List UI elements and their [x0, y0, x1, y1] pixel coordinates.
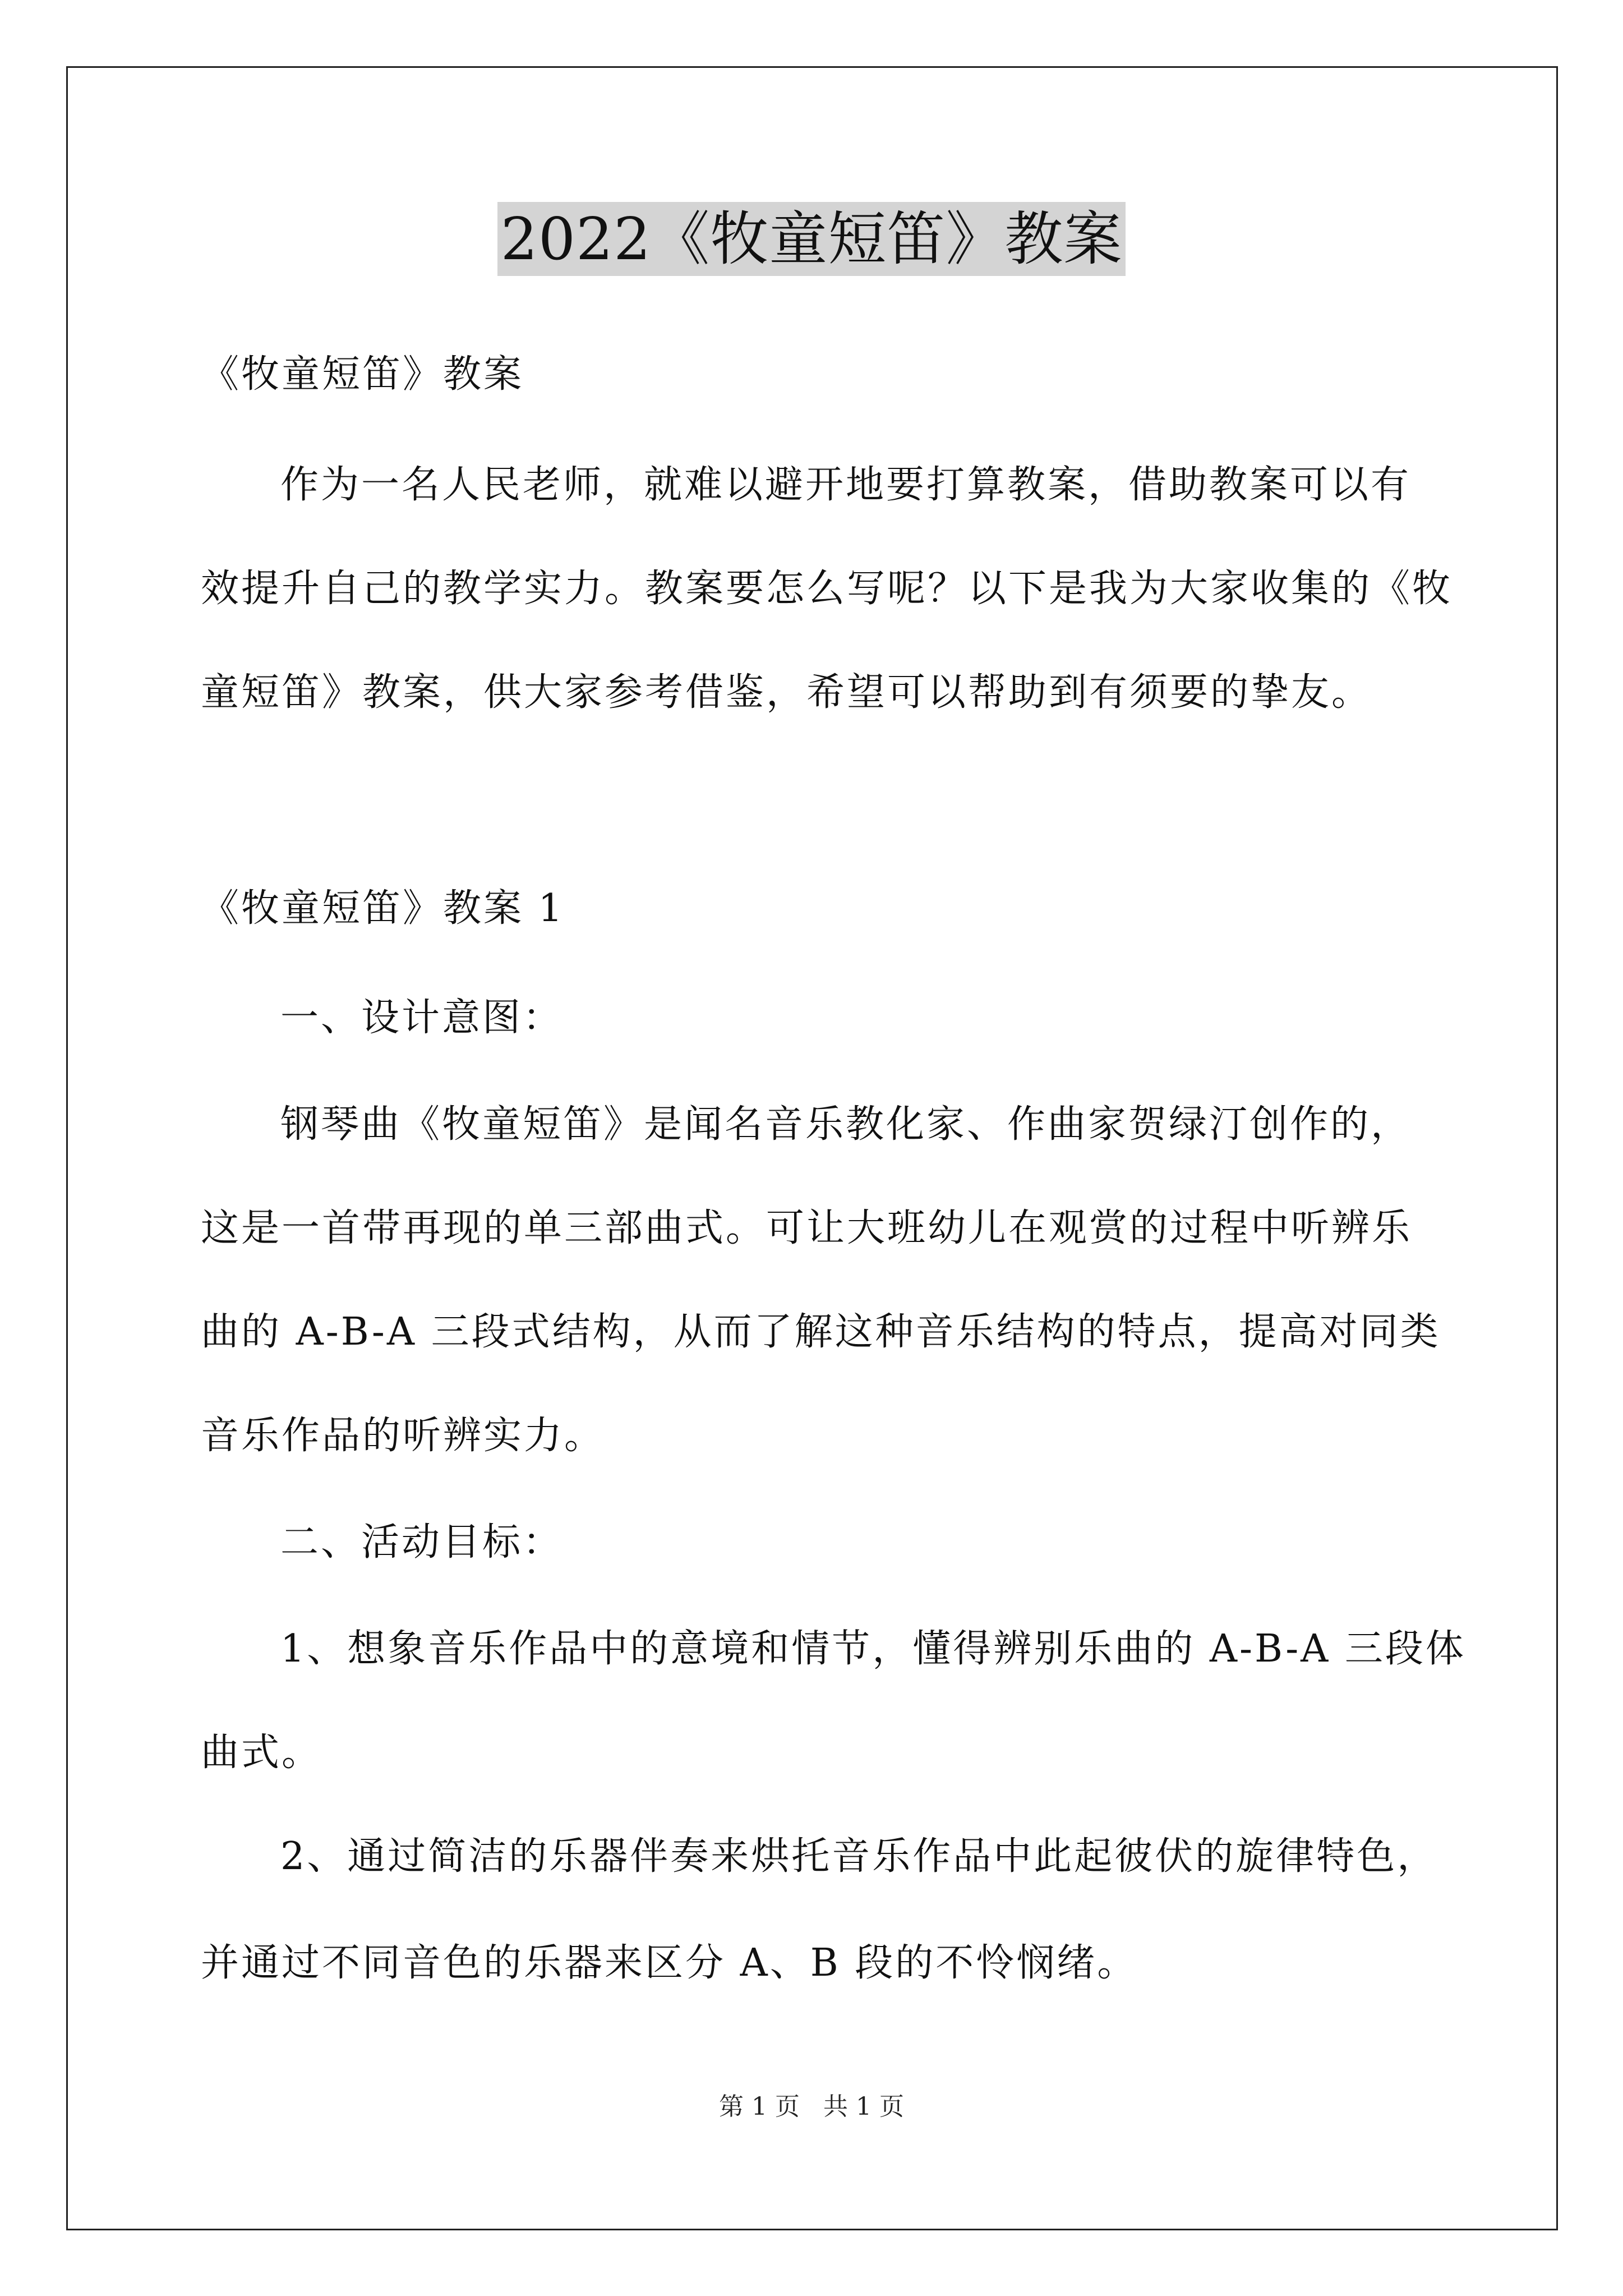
paragraph-line: 这是一首带再现的单三部曲式。可让大班幼儿在观赏的过程中听辨乐 [201, 1206, 1413, 1250]
subsection-heading: 一、设计意图： [280, 996, 564, 1040]
paragraph-line: 曲的 A-B-A 三段式结构，从而了解这种音乐结构的特点，提高对同类 [201, 1310, 1441, 1354]
page-footer [0, 2091, 1623, 2123]
page-number: 第 1 页 [719, 2092, 800, 2121]
title-container [0, 202, 1623, 276]
subsection-heading: 二、活动目标： [280, 1520, 564, 1565]
paragraph-line: 并通过不同音色的乐器来区分 A、B 段的不怜悯绪。 [201, 1941, 1138, 1985]
document-title: 2022《牧童短笛》教案 [497, 202, 1126, 276]
page-total: 共 1 页 [823, 2092, 904, 2121]
section-heading: 《牧童短笛》教案 [201, 352, 524, 397]
paragraph-line: 童短笛》教案，供大家参考借鉴，希望可以帮助到有须要的挚友。 [201, 670, 1372, 715]
paragraph-line: 曲式。 [201, 1731, 322, 1775]
paragraph-line: 音乐作品的听辨实力。 [201, 1414, 605, 1458]
paragraph-line: 2、通过简洁的乐器伴奏来烘托音乐作品中此起彼伏的旋律特色， [280, 1834, 1438, 1879]
section-heading: 《牧童短笛》教案 1 [201, 886, 565, 931]
paragraph-line: 钢琴曲《牧童短笛》是闻名音乐教化家、作曲家贺绿汀创作的， [280, 1102, 1412, 1147]
paragraph-line: 1、想象音乐作品中的意境和情节，懂得辨别乐曲的 A-B-A 三段体 [280, 1627, 1466, 1671]
paragraph-line: 作为一名人民老师，就难以避开地要打算教案，借助教案可以有 [280, 463, 1412, 507]
paragraph-line: 效提升自己的教学实力。教案要怎么写呢？以下是我为大家收集的《牧 [201, 567, 1453, 611]
